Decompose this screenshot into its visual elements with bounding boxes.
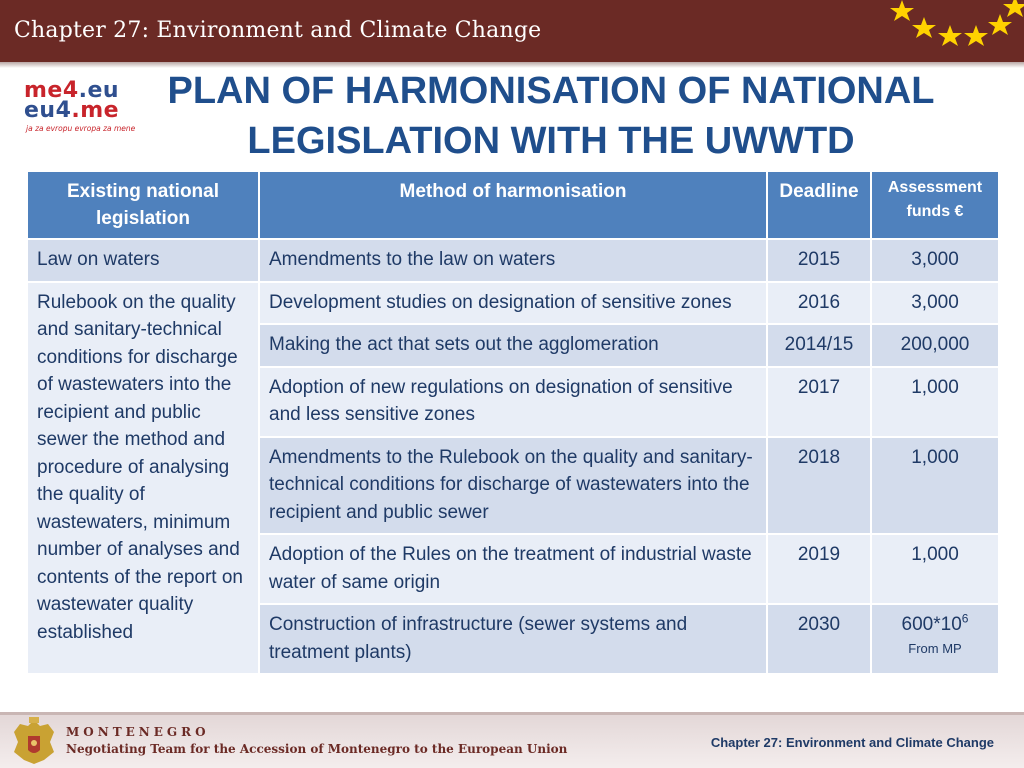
montenegro-crest-icon: [10, 716, 58, 766]
funds-value: 600*10: [901, 614, 962, 635]
star-icon: [988, 14, 1012, 35]
header-existing-legislation: Existing national legislation: [27, 171, 259, 239]
funds-cell: 1,000: [871, 437, 999, 535]
logo-line-1: me4.eu: [24, 78, 120, 103]
legislation-cell: Law on waters: [27, 239, 259, 282]
header-assessment-funds: Assessment funds €: [871, 171, 999, 239]
table-row: [27, 239, 999, 282]
deadline-cell: 2015: [767, 239, 871, 282]
chapter-title: Chapter 27: Environment and Climate Change: [14, 18, 542, 43]
star-icon: [1003, 0, 1024, 17]
deadline-cell: 2014/15: [767, 324, 871, 367]
logo-line-2: eu4.me: [24, 98, 120, 123]
top-banner: [0, 0, 1024, 62]
logo-tagline: ja za evropu evropa za mene: [26, 124, 136, 133]
method-cell: Development studies on designation of sensitive zones: [259, 282, 767, 325]
funds-cell: 3,000: [871, 239, 999, 282]
deadline-cell: 2019: [767, 534, 871, 604]
harmonisation-table: [26, 170, 1000, 675]
star-icon: [938, 25, 962, 46]
footer-team-name: Negotiating Team for the Accession of Montenegro to the European Union: [66, 742, 568, 756]
deadline-cell: 2016: [767, 282, 871, 325]
method-cell: Adoption of new regulations on designation of sensitive and less sensitive zones: [259, 367, 767, 437]
header-deadline: Deadline: [767, 171, 871, 239]
method-cell: Adoption of the Rules on the treatment of industrial waste water of same origin: [259, 534, 767, 604]
legislation-cell-rulebook: Rulebook on the quality and sanitary-technical conditions for discharge of wastewaters into the recipient and public sewer the method and procedure of analysing the quality of wastewaters, minimum number of analyses and contents of the report on wastewater quality established: [27, 282, 259, 675]
method-cell: Amendments to the law on waters: [259, 239, 767, 282]
eu-stars-icon: [864, 0, 1024, 60]
deadline-cell: 2018: [767, 437, 871, 535]
funds-exponent: 6: [961, 611, 969, 626]
star-icon: [964, 25, 988, 46]
me4eu-logo: [24, 80, 150, 140]
star-icon: [912, 17, 936, 38]
footer-divider: [0, 712, 1024, 715]
header-method: Method of harmonisation: [259, 171, 767, 239]
method-cell: Amendments to the Rulebook on the quality and sanitary-technical conditions for discharge of wastewaters into the recipient and public sewer: [259, 437, 767, 535]
star-icon: [890, 0, 914, 21]
funds-note: From MP: [908, 640, 962, 656]
funds-cell: [871, 604, 999, 674]
funds-cell: 200,000: [871, 324, 999, 367]
deadline-cell: 2030: [767, 604, 871, 674]
slide-title: PLAN OF HARMONISATION OF NATIONAL LEGISLATION WITH THE UWWTD: [167, 70, 935, 162]
deadline-cell: 2017: [767, 367, 871, 437]
funds-cell: 1,000: [871, 367, 999, 437]
method-cell: Making the act that sets out the agglomeration: [259, 324, 767, 367]
funds-cell: 1,000: [871, 534, 999, 604]
footer-chapter: Chapter 27: Environment and Climate Change: [710, 735, 994, 750]
table-row: [27, 282, 999, 325]
footer-country: MONTENEGRO: [66, 725, 210, 739]
table-header-row: [27, 171, 999, 239]
funds-cell: 3,000: [871, 282, 999, 325]
method-cell: Construction of infrastructure (sewer systems and treatment plants): [259, 604, 767, 674]
